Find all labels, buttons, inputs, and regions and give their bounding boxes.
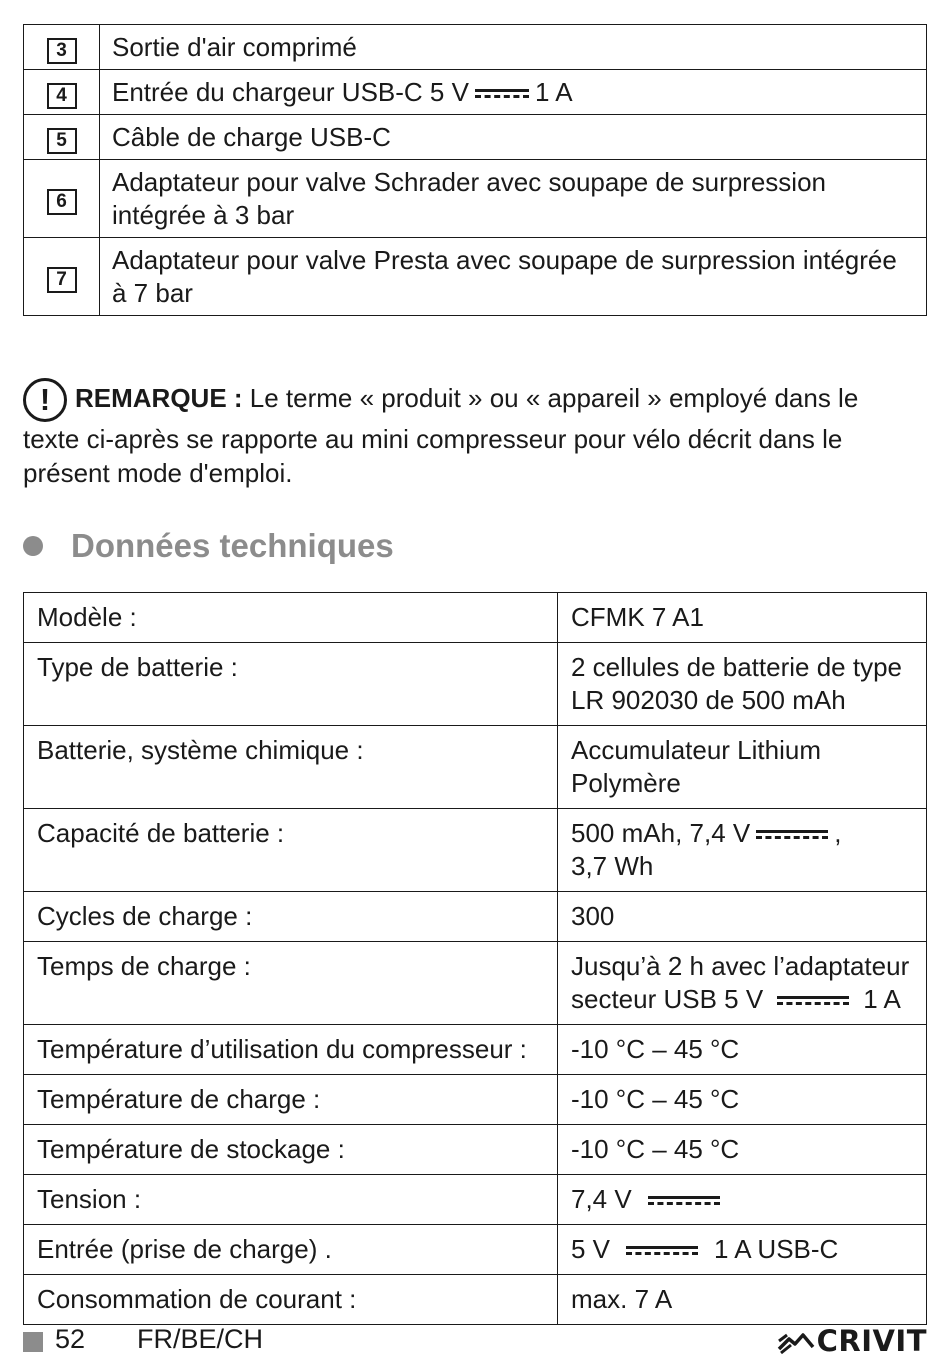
note-paragraph: ! REMARQUE : Le terme « produit » ou « appareil » employé dans le texte ci-après se rapporte au mini compresseur pour vélo décrit dans le présent mode d'emploi. [23,378,927,490]
table-row [24,25,927,70]
spec-key: Température d’utilisation du compresseur : [24,1025,558,1075]
spec-value: 2 cellules de batterie de type LR 902030 de 500 mAh [558,643,927,726]
part-number-badge: 4 [47,83,77,109]
spec-value: 300 [558,892,927,942]
table-row [24,160,927,238]
table-row [24,1075,927,1125]
table-row [24,1125,927,1175]
dc-current-icon [626,1245,698,1257]
section-title: Données techniques [71,527,394,564]
parts-table [23,24,927,316]
part-number-badge: 6 [47,189,77,215]
page-number: 52 [55,1324,86,1354]
dc-current-icon [475,88,529,100]
crivit-logo-icon [777,1327,815,1355]
spec-key: Type de batterie : [24,643,558,726]
table-row [24,942,927,1025]
part-number-badge: 3 [47,38,77,64]
table-row [24,593,927,643]
part-description: Câble de charge USB-C [100,115,927,160]
table-row [24,238,927,316]
spec-key: Température de stockage : [24,1125,558,1175]
part-description: Adaptateur pour valve Presta avec soupape de surpression intégrée à 7 bar [100,238,927,316]
bullet-icon [23,536,43,556]
page-footer [23,1322,927,1362]
specs-table [23,592,927,1325]
spec-key: Cycles de charge : [24,892,558,942]
spec-key: Température de charge : [24,1075,558,1125]
section-heading [23,524,394,568]
spec-value: -10 °C – 45 °C [558,1025,927,1075]
spec-value: -10 °C – 45 °C [558,1125,927,1175]
part-description: Sortie d'air comprimé [100,25,927,70]
note-label: REMARQUE : [75,383,243,413]
spec-key: Batterie, système chimique : [24,726,558,809]
table-row [24,809,927,892]
part-description: Entrée du chargeur USB-C 5 V 1 A [100,70,927,115]
brand-logo [777,1324,927,1358]
table-row [24,1025,927,1075]
exclamation-circle-icon: ! [23,378,67,422]
spec-key: Modèle : [24,593,558,643]
table-row [24,643,927,726]
part-description: Adaptateur pour valve Schrader avec soupape de surpression intégrée à 3 bar [100,160,927,238]
part-number-badge: 5 [47,128,77,154]
table-row [24,1175,927,1225]
table-row [24,70,927,115]
part-number-badge: 7 [47,267,77,293]
table-row [24,115,927,160]
dc-current-icon [648,1195,720,1207]
table-row [24,1275,927,1325]
spec-value: 7,4 V [558,1175,927,1225]
spec-value: 500 mAh, 7,4 V , 3,7 Wh [558,809,927,892]
spec-key: Capacité de batterie : [24,809,558,892]
spec-key: Tension : [24,1175,558,1225]
spec-value: CFMK 7 A1 [558,593,927,643]
footer-square-icon [23,1332,43,1352]
table-row [24,892,927,942]
table-row [24,1225,927,1275]
dc-current-icon [756,829,828,841]
spec-value: max. 7 A [558,1275,927,1325]
table-row [24,726,927,809]
spec-key: Consommation de courant : [24,1275,558,1325]
spec-value: 5 V 1 A USB-C [558,1225,927,1275]
spec-key: Temps de charge : [24,942,558,1025]
dc-current-icon [777,995,849,1007]
spec-value: Accumulateur Lithium Polymère [558,726,927,809]
spec-key: Entrée (prise de charge) . [24,1225,558,1275]
spec-value: Jusqu’à 2 h avec l’adaptateur secteur USB 5 V 1 A [558,942,927,1025]
spec-value: -10 °C – 45 °C [558,1075,927,1125]
brand-name: CRIVIT [816,1324,927,1358]
locale-label: FR/BE/CH [137,1324,264,1354]
